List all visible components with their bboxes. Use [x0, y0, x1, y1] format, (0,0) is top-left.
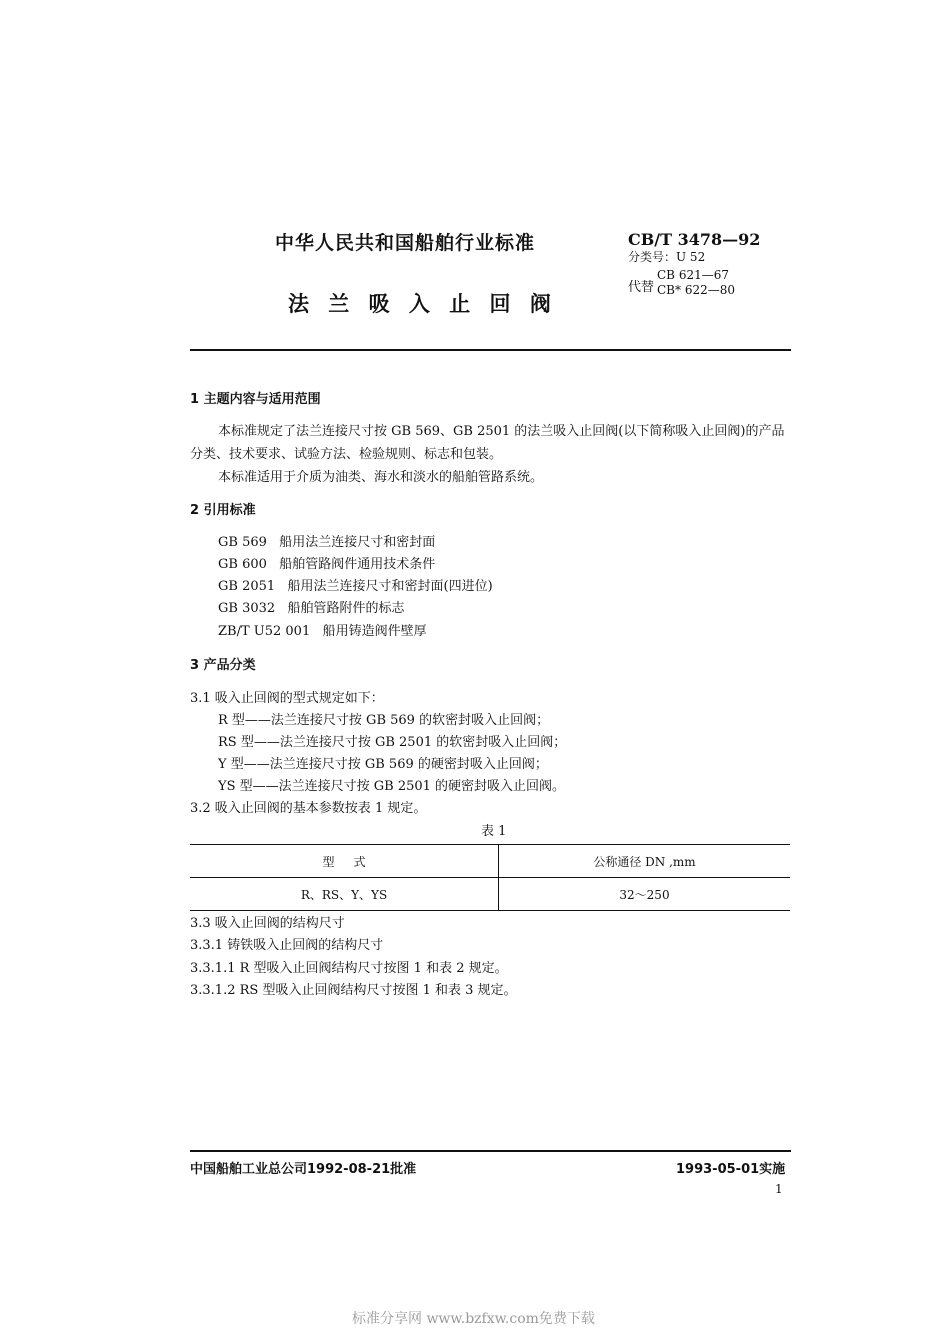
replaces-label: 代替 — [628, 280, 655, 295]
table-header: 公称通径 DN ,mm — [499, 845, 791, 878]
table-cell: 32～250 — [499, 878, 791, 911]
replaced-standard: CB 621—67 — [657, 268, 729, 282]
clause: 3.3.1.2 RS 型吸入止回阀结构尺寸按图 1 和表 3 规定。 — [190, 983, 517, 998]
reference-item: GB 600 船舶管路阀件通用技术条件 — [218, 557, 436, 572]
classification: 分类号：U 52 — [628, 250, 706, 264]
clause: 3.3 吸入止回阀的结构尺寸 — [190, 916, 345, 931]
table-header: 型 式 — [190, 845, 499, 878]
replaced-standard: CB* 622—80 — [657, 283, 735, 297]
reference-item: GB 2051 船用法兰连接尺寸和密封面(四进位) — [218, 579, 493, 594]
table-row — [190, 878, 790, 911]
section-heading: 1 主题内容与适用范围 — [190, 392, 321, 407]
type-item: RS 型——法兰连接尺寸按 GB 2501 的软密封吸入止回阀； — [218, 735, 567, 750]
clause: 3.3.1 铸铁吸入止回阀的结构尺寸 — [190, 938, 384, 953]
reference-item: ZB/T U52 001 船用铸造阀件壁厚 — [218, 624, 427, 639]
table-cell: R、RS、Y、YS — [190, 878, 499, 911]
section-heading: 2 引用标准 — [190, 503, 256, 518]
document-title: 法 兰 吸 入 止 回 阀 — [288, 292, 557, 316]
header-rule — [190, 349, 791, 351]
footer-rule — [190, 1150, 791, 1152]
page-number: 1 — [775, 1182, 783, 1196]
paragraph: 分类、技术要求、试验方法、检验规则、标志和包装。 — [190, 447, 503, 462]
approval-date: 中国船舶工业总公司1992-08-21批准 — [190, 1162, 417, 1177]
clause: 3.2 吸入止回阀的基本参数按表 1 规定。 — [190, 801, 427, 816]
section-heading: 3 产品分类 — [190, 658, 256, 673]
paragraph: 本标准规定了法兰连接尺寸按 GB 569、GB 2501 的法兰吸入止回阀(以下简称吸入止回阀)的产品 — [218, 424, 785, 439]
type-item: Y 型——法兰连接尺寸按 GB 569 的硬密封吸入止回阀； — [218, 757, 548, 772]
table-caption: 表 1 — [481, 824, 507, 839]
type-item: R 型——法兰连接尺寸按 GB 569 的软密封吸入止回阀； — [218, 713, 550, 728]
clause: 3.3.1.1 R 型吸入止回阀结构尺寸按图 1 和表 2 规定。 — [190, 961, 508, 976]
paragraph: 本标准适用于介质为油类、海水和淡水的船舶管路系统。 — [218, 470, 544, 485]
standard-title: 中华人民共和国船舶行业标准 — [275, 232, 536, 254]
standard-number: CB/T 3478—92 — [628, 230, 761, 249]
clause: 3.1 吸入止回阀的型式规定如下： — [190, 691, 384, 706]
effective-date: 1993-05-01实施 — [676, 1162, 786, 1177]
watermark: 标准分享网 www.bzfxw.com免费下载 — [352, 1311, 595, 1327]
type-item: YS 型——法兰连接尺寸按 GB 2501 的硬密封吸入止回阀。 — [218, 779, 566, 794]
parameter-table — [190, 844, 790, 911]
reference-item: GB 3032 船舶管路附件的标志 — [218, 601, 405, 616]
table-header-row — [190, 845, 790, 878]
reference-item: GB 569 船用法兰连接尺寸和密封面 — [218, 535, 436, 550]
